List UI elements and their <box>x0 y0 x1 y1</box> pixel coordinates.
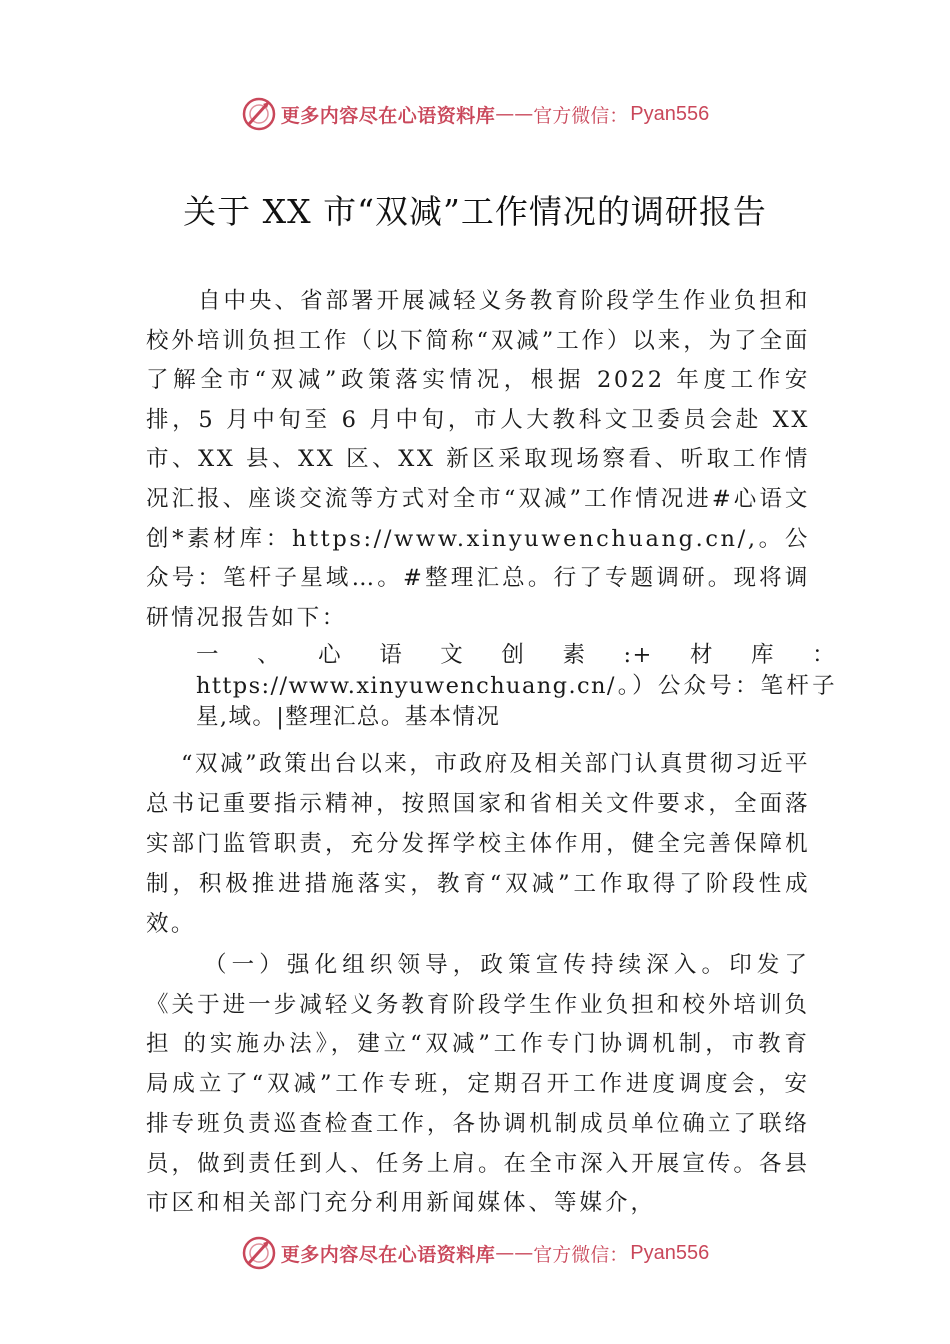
brand-logo-icon <box>241 1235 277 1271</box>
paragraph-overview: “双减”政策出台以来，市政府及相关部门认真贯彻习近平总书记重要指示精神，按照国家和省相关文件要求，全面落实部门监管职责，充分发挥学校主体作用，健全完善保障机制，积极推进措施落实，教育“双减”工作取得了阶段性成效。 <box>146 751 810 937</box>
banner-wechat-id: Pyan556 <box>630 102 710 125</box>
banner-dash: —— <box>495 103 534 125</box>
brand-logo-icon <box>241 96 277 132</box>
section-heading-basic-situation: 一、心语文创素:+材库：https://www.xinyuwenchuang.cn/。）公众号：笔杆子星,域。|整理汇总。基本情况 <box>196 642 836 730</box>
footer-watermark-banner <box>0 1233 950 1273</box>
banner-wechat-label: 官方微信： <box>533 1243 629 1266</box>
banner-wechat-label: 官方微信： <box>533 104 629 127</box>
banner-dash: —— <box>495 1242 534 1264</box>
header-watermark-banner <box>0 94 950 134</box>
paragraph-intro: 自中央、省部署开展减轻义务教育阶段学生作业负担和校外培训负担工作（以下简称“双减”工作）以来，为了全面了解全市“双减”政策落实情况，根据 2022 年度工作安排，5 月中旬至 6 月中旬，市人大教科文卫委员会赴 XX 市、XX 县、XX 区、XX 新区采取现场察看、听取工作情况汇报、座谈交流等方式对全市“双减”工作情况进#心语文创*素材库：https://www.xinyuwenchuang.cn/,。公众号：笔杆子星域…。#整理汇总。行了专题调研。现将调研情况报告如下： <box>146 288 810 631</box>
paragraph-subsection-1: （一）强化组织领导，政策宣传持续深入。印发了《关于进一步减轻义务教育阶段学生作业负担和校外培训负担 的实施办法》，建立“双减”工作专门协调机制，市教育局成立了“双减”工作专班，定期召开工作进度调度会，安排专班负责巡查检查工作，各协调机制成员单位确立了联络员，做到责任到人、任务上肩。在全市深入开展宣传。各县市区和相关部门充分利用新闻媒体、等媒介， <box>146 952 810 1217</box>
banner-wechat-id: Pyan556 <box>630 1241 710 1264</box>
document-title: 关于 XX 市“双减”工作情况的调研报告 <box>183 192 767 231</box>
banner-main-text: 更多内容尽在心语资料库 <box>280 1243 496 1266</box>
banner-main-text: 更多内容尽在心语资料库 <box>280 104 496 127</box>
